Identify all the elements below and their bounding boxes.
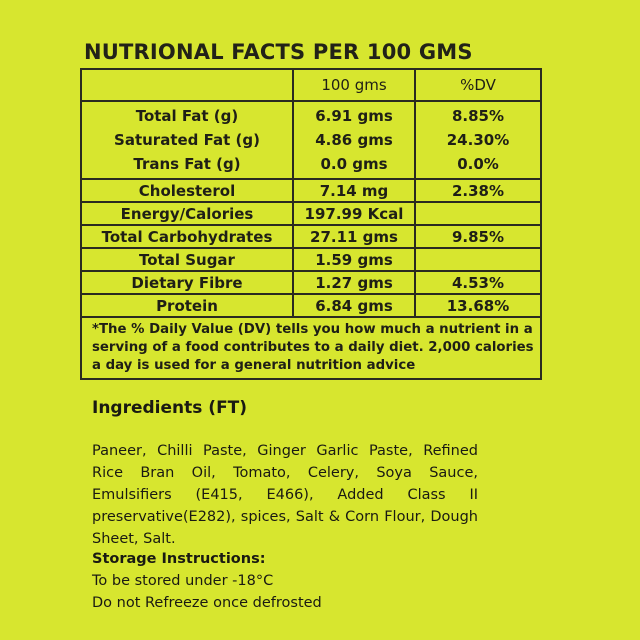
row-dv: 13.68% — [415, 294, 541, 317]
fat-dv — [415, 101, 541, 179]
storage-line-refreeze: Do not Refreeze once defrosted — [92, 595, 322, 611]
nutrition-title: NUTRIONAL FACTS PER 100 GMS — [84, 40, 473, 64]
table-row-cholesterol — [81, 179, 541, 202]
nutrition-facts-table — [80, 68, 542, 380]
ingredients-title: Ingredients (FT) — [92, 398, 248, 418]
storage-line-temperature: To be stored under -18°C — [92, 573, 274, 589]
table-row-sugar — [81, 248, 541, 271]
saturated-fat-dv: 24.30% — [446, 131, 510, 149]
row-amount: 27.11 gms — [293, 225, 415, 248]
row-dv: 2.38% — [415, 179, 541, 202]
row-label: Dietary Fibre — [81, 271, 293, 294]
saturated-fat-label: Saturated Fat (g) — [114, 131, 260, 149]
storage-title: Storage Instructions: — [92, 551, 266, 567]
total-fat-dv: 8.85% — [451, 107, 505, 125]
dv-footnote: *The % Daily Value (DV) tells you how much a nutrient in a serving of a food contributes to a daily diet. 2,000 calories a day is used for a general nutrition advice — [81, 317, 541, 379]
fat-amounts — [293, 101, 415, 179]
row-label: Total Sugar — [81, 248, 293, 271]
trans-fat-amount: 0.0 gms — [320, 155, 388, 173]
table-header-row — [81, 69, 541, 101]
table-row-carbohydrates — [81, 225, 541, 248]
header-dv: %DV — [415, 69, 541, 101]
total-fat-amount: 6.91 gms — [315, 107, 393, 125]
row-label: Cholesterol — [81, 179, 293, 202]
row-label: Total Carbohydrates — [81, 225, 293, 248]
row-amount: 197.99 Kcal — [293, 202, 415, 225]
row-amount: 7.14 mg — [293, 179, 415, 202]
saturated-fat-amount: 4.86 gms — [315, 131, 393, 149]
row-dv: 4.53% — [415, 271, 541, 294]
total-fat-label: Total Fat (g) — [135, 107, 239, 125]
header-blank — [81, 69, 293, 101]
row-label: Protein — [81, 294, 293, 317]
row-dv — [415, 248, 541, 271]
table-row-fibre — [81, 271, 541, 294]
row-amount: 1.27 gms — [293, 271, 415, 294]
row-label: Energy/Calories — [81, 202, 293, 225]
table-row-energy — [81, 202, 541, 225]
fat-group-row — [81, 101, 541, 179]
row-dv: 9.85% — [415, 225, 541, 248]
table-row-protein — [81, 294, 541, 317]
footnote-row — [81, 317, 541, 379]
ingredients-text: Paneer, Chilli Paste, Ginger Garlic Paste, Refined Rice Bran Oil, Tomato, Celery, Soya Sauce, Emulsifiers (E415, E466), Added Class II preservative(E282), spices, Salt & Corn Flour, Dough Sheet, Salt. — [92, 443, 478, 547]
row-dv — [415, 202, 541, 225]
fat-labels — [81, 101, 293, 179]
row-amount: 1.59 gms — [293, 248, 415, 271]
trans-fat-dv: 0.0% — [457, 155, 499, 173]
header-amount: 100 gms — [293, 69, 415, 101]
row-amount: 6.84 gms — [293, 294, 415, 317]
trans-fat-label: Trans Fat (g) — [133, 155, 241, 173]
